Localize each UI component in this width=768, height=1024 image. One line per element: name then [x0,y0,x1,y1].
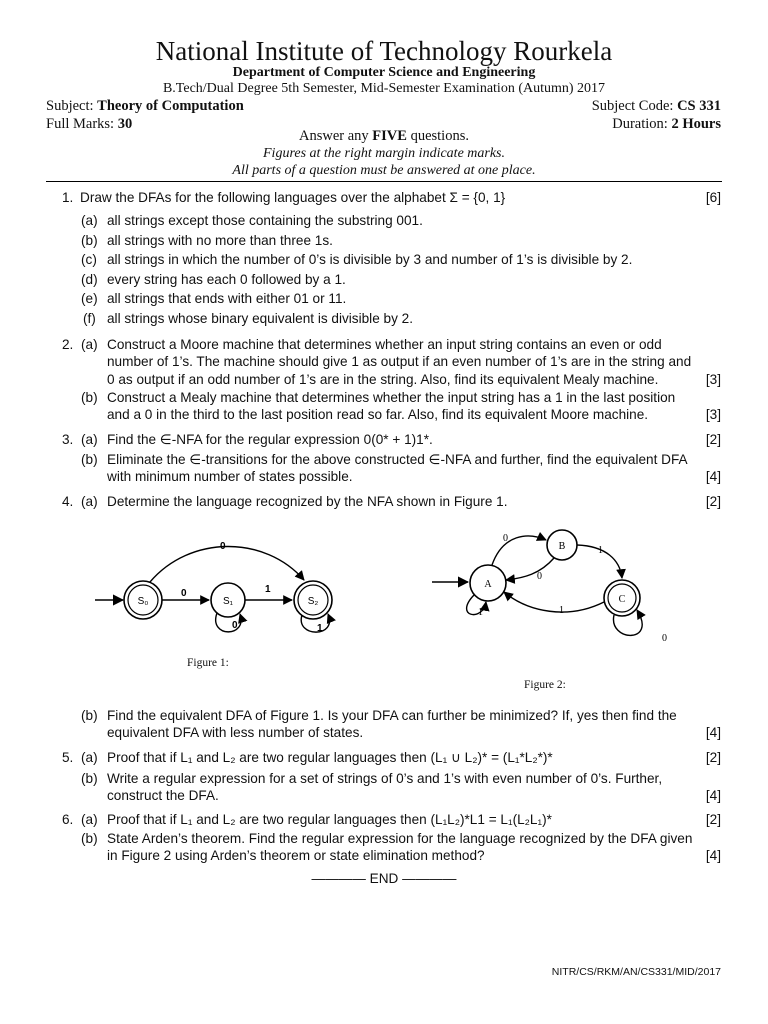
fig2-edge-c-self [613,610,642,635]
svg-text:B: B [558,541,566,552]
q2b-line: Construct a Mealy machine that determines whether the input string has a 1 in the last position [107,390,676,405]
note-parts: All parts of a question must be answered at one place. [232,163,536,178]
code-value: CS 331 [677,98,721,114]
fig2-edge-b-a [506,558,554,580]
q3a-text: Find the ∈-NFA for the regular expression 0(0* + 1)1*. [107,432,433,447]
fig2-label-a-self: 1 [478,607,483,618]
q6b-line: in Figure 2 using Arden’s theorem or state elimination method? [107,848,485,863]
q3b-marks: [4] [705,469,721,484]
q4b-line: Find the equivalent DFA of Figure 1. Is your DFA can further be minimized? If, yes then find the [107,708,677,723]
q6b-line: State Arden’s theorem. Find the regular expression for the language recognized by the DFA given [107,831,693,846]
q3b-label: (b) [81,452,98,467]
header-divider [46,181,722,182]
fig1-state-s2 [294,581,332,619]
q1-part-label: (c) [81,252,97,267]
fig1-edge-s0-s2 [150,546,304,582]
q6b-label: (b) [81,831,98,846]
figure-2-caption: Figure 2: [524,679,566,691]
subject-value: Theory of Computation [97,98,244,114]
q6a-label: (a) [81,812,98,827]
q3a-marks: [2] [705,432,721,447]
q5-number: 5. [62,750,74,765]
q6-number: 6. [62,812,74,827]
q1-part-label: (e) [81,291,98,306]
fig2-label-c-self: 0 [662,633,667,644]
fig2-label-a-b: 0 [503,533,508,544]
svg-text:S₁: S₁ [222,596,234,607]
q6a-text: Proof that if L₁ and L₂ are two regular languages then (L₁L₂)*L1 = L₁(L₂L₁)* [107,812,552,827]
q1-part-text: every string has each 0 followed by a 1. [107,272,346,287]
fig2-state-c [604,580,640,616]
q3a-label: (a) [81,432,98,447]
q2a-line: 0 as output if an odd number of 1’s are in the string. Also, find its equivalent Mealy machine. [107,372,659,387]
q4b-line: equivalent DFA with less number of states. [107,725,364,740]
marks-label: Full Marks: [46,116,115,132]
q2a-line: number of 1’s. The machine should give 1 as output if an even number of 1’s are in the string and [107,354,692,369]
q2-number: 2. [62,337,74,352]
subject-label: Subject: [46,98,94,114]
q6a-marks: [2] [705,812,721,827]
q3b-line: Eliminate the ∈-transitions for the above constructed ∈-NFA and further, find the equivalent DFA [107,452,688,467]
q4a-marks: [2] [705,494,721,509]
q1-part-label: (b) [81,233,98,248]
fig1-label-s2-self: 1 [317,623,323,634]
q1-text: Draw the DFAs for the following languages over the alphabet Σ = {0, 1} [80,190,506,205]
q5b-label: (b) [81,771,98,786]
q4b-marks: [4] [705,725,721,740]
fig2-label-b-c: 1 [598,545,603,556]
fig1-label-s1-self: 0 [232,620,238,631]
marks-value: 30 [117,116,133,132]
fig2-label-c-a: 1 [559,605,564,616]
q2a-line: Construct a Moore machine that determines whether an input string contains an even or odd [107,337,662,352]
q3b-line: with minimum number of states possible. [107,469,353,484]
figure-2-dfa-diagram [428,522,688,652]
duration-label: Duration: [612,116,668,132]
q1-part-text: all strings whose binary equivalent is divisible by 2. [107,311,414,326]
q2b-label: (b) [81,390,98,405]
fig2-state-b [547,530,577,560]
q5a-text: Proof that if L₁ and L₂ are two regular languages then (L₁ ∪ L₂)* = (L₁*L₂*)* [107,750,553,765]
fig1-state-s0 [124,581,162,619]
q2a-marks: [3] [705,372,721,387]
q4-number: 4. [62,494,74,509]
subject-line [46,98,244,115]
svg-text:S₂: S₂ [307,596,319,607]
fig2-edge-c-a [504,592,604,612]
q1-part-label: (a) [81,213,98,228]
code-line [592,98,721,115]
department-title: Department of Computer Science and Engineering [232,65,536,80]
q1-part-text: all strings with no more than three 1s. [107,233,333,248]
q2b-line: and a 0 in the third to the last position read so far. Also, find its equivalent Moore machine. [107,407,649,422]
q1-part-text: all strings that ends with either 01 or 11. [107,291,347,306]
q6b-marks: [4] [705,848,721,863]
q5b-line: construct the DFA. [107,788,219,803]
fig2-state-a [470,565,506,601]
svg-text:A: A [484,579,492,590]
figure-1-caption: Figure 1: [187,657,229,669]
q4a-text: Determine the language recognized by the NFA shown in Figure 1. [107,494,508,509]
q2b-marks: [3] [705,407,721,422]
instruction: Answer any FIVE questions. [299,128,469,144]
q1-part-label: (d) [81,272,98,287]
duration-value: 2 Hours [671,116,721,132]
fig2-edge-a-b [492,536,546,565]
q5b-marks: [4] [705,788,721,803]
q3-number: 3. [62,432,74,447]
fig2-edge-a-self [467,595,486,615]
q1-part-label: (f) [83,311,96,326]
fig1-label-s0-s1: 0 [181,588,187,599]
note-marks: Figures at the right margin indicate marks. [263,146,505,161]
q5a-label: (a) [81,750,98,765]
q4a-label: (a) [81,494,98,509]
q5b-line: Write a regular expression for a set of strings of 0’s and 1’s with even number of 0’s. Further, [107,771,663,786]
code-label: Subject Code: [591,98,674,114]
q1-marks: [6] [705,190,721,205]
fig2-label-b-a: 0 [537,571,542,582]
q1-part-text: all strings except those containing the substring 001. [107,213,423,228]
q4b-label: (b) [81,708,98,723]
q5a-marks: [2] [705,750,721,765]
figure-1-nfa-diagram [90,530,370,640]
end-marker: ———— END ———— [311,871,457,886]
q1-number: 1. [62,190,74,205]
fig1-label-s1-s2: 1 [265,584,271,595]
fig1-state-s1 [211,583,245,617]
svg-text:S₀: S₀ [137,596,149,607]
q1-part-text: all strings in which the number of 0’s is divisible by 3 and number of 1’s is divisible by 2. [107,252,633,267]
fig1-label-s0-s2: 0 [220,541,226,552]
institute-title: National Institute of Technology Rourkela [155,36,613,66]
document-code-footer: NITR/CS/RKM/AN/CS331/MID/2017 [551,966,721,978]
svg-text:C: C [618,594,626,605]
exam-title: B.Tech/Dual Degree 5th Semester, Mid-Semester Examination (Autumn) 2017 [162,81,606,96]
q2a-label: (a) [81,337,98,352]
